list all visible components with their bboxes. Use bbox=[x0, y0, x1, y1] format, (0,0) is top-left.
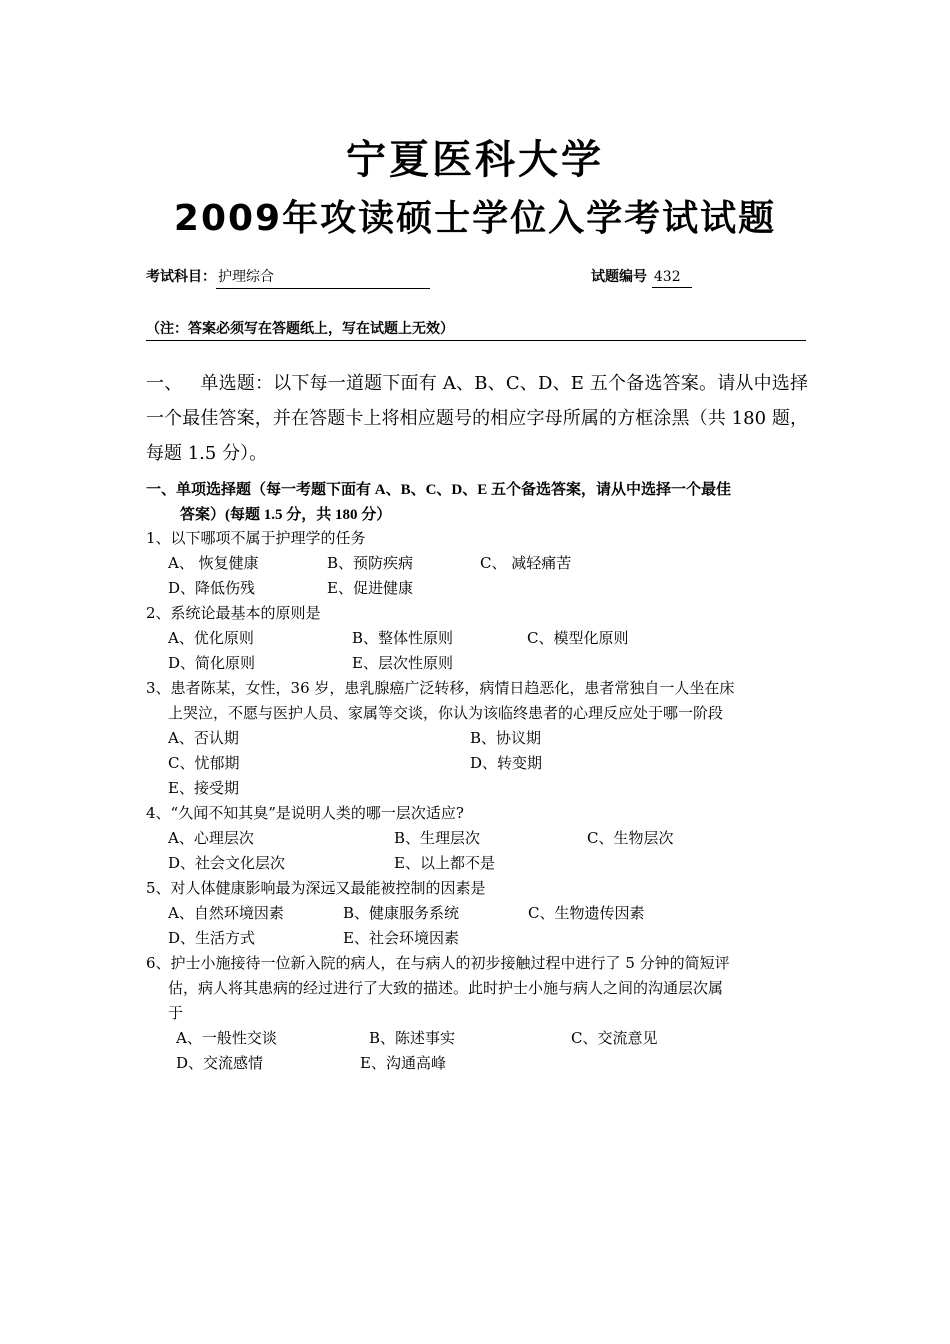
question-stem-line1: 3、患者陈某，女性，36 岁，患乳腺癌广泛转移，病情日趋恶化，患者常独自一人坐在床 bbox=[146, 679, 735, 697]
option-d: D、生活方式 bbox=[168, 929, 256, 947]
question-6 bbox=[146, 951, 806, 1026]
question-2 bbox=[146, 601, 806, 626]
option-b: B、陈述事实 bbox=[369, 1029, 456, 1047]
option-e: E、接受期 bbox=[168, 779, 239, 797]
option-b: B、健康服务系统 bbox=[343, 904, 460, 922]
question-stem: 1、以下哪项不属于护理学的任务 bbox=[146, 529, 366, 547]
option-e: E、促进健康 bbox=[327, 579, 413, 597]
option-a: A、自然环境因素 bbox=[168, 904, 284, 922]
question-5 bbox=[146, 876, 806, 901]
question-stem-line2: 估，病人将其患病的经过进行了大致的描述。此时护士小施与病人之间的沟通层次属 bbox=[168, 979, 724, 997]
option-b: B、预防疾病 bbox=[327, 554, 414, 572]
option-c: C、交流意见 bbox=[571, 1029, 658, 1047]
question-stem-line2: 上哭泣，不愿与医护人员、家属等交谈，你认为该临终患者的心理反应处于哪一阶段 bbox=[168, 704, 724, 722]
subject-value: 护理综合 bbox=[216, 266, 430, 289]
university-title: 宁夏医科大学 bbox=[346, 137, 604, 183]
option-a: A、否认期 bbox=[168, 729, 239, 747]
option-e: E、社会环境因素 bbox=[343, 929, 459, 947]
option-d: D、简化原则 bbox=[168, 654, 256, 672]
option-c: C、忧郁期 bbox=[168, 754, 240, 772]
option-d: D、转变期 bbox=[470, 754, 543, 772]
option-d: D、交流感情 bbox=[176, 1054, 264, 1072]
option-c: C、生物遗传因素 bbox=[528, 904, 645, 922]
exam-note: （注：答案必须写在答题纸上，写在试题上无效） bbox=[146, 318, 806, 341]
question-stem: 4、“久闻不知其臭”是说明人类的哪一层次适应? bbox=[146, 804, 464, 822]
option-e: E、以上都不是 bbox=[394, 854, 495, 872]
code-value: 432 bbox=[652, 269, 692, 288]
question-4 bbox=[146, 801, 806, 826]
option-b: B、协议期 bbox=[470, 729, 542, 747]
option-e: E、层次性原则 bbox=[352, 654, 453, 672]
option-c: C、生物层次 bbox=[587, 829, 674, 847]
section1-lead: 一、 bbox=[146, 373, 183, 394]
option-b: B、生理层次 bbox=[394, 829, 481, 847]
code-label: 试题编号 bbox=[591, 269, 647, 285]
option-d: D、降低伤残 bbox=[168, 579, 256, 597]
option-a: A、心理层次 bbox=[168, 829, 254, 847]
section1-text: 单选题：以下每一道题下面有 A、B、C、D、E 五个备选答案。请从中选择一个最佳答案，并在答题卡上将相应题号的相应字母所属的方框涂黑（共 180 题，每题 1.5 分）。 bbox=[146, 373, 808, 464]
section2-line2: 答案）(每题 1.5 分，共 180 分） bbox=[180, 507, 392, 523]
option-a: A、一般性交谈 bbox=[176, 1029, 277, 1047]
option-b: B、整体性原则 bbox=[352, 629, 454, 647]
exam-title: 2009年攻读硕士学位入学考试试题 bbox=[173, 198, 777, 239]
subject-label: 考试科目： bbox=[146, 269, 216, 285]
question-stem: 2、系统论最基本的原则是 bbox=[146, 604, 321, 622]
question-stem-line1: 6、护士小施接待一位新入院的病人，在与病人的初步接触过程中进行了 5 分钟的简短评 bbox=[146, 954, 730, 972]
option-c: C、 减轻痛苦 bbox=[480, 554, 572, 572]
option-e: E、沟通高峰 bbox=[360, 1054, 446, 1072]
section2-instructions bbox=[146, 478, 808, 528]
subject-row bbox=[146, 266, 430, 289]
question-stem: 5、对人体健康影响最为深远又最能被控制的因素是 bbox=[146, 879, 486, 897]
option-d: D、社会文化层次 bbox=[168, 854, 286, 872]
question-stem-line3: 于 bbox=[168, 1004, 184, 1022]
question-1 bbox=[146, 526, 806, 551]
code-row bbox=[591, 266, 692, 288]
option-a: A、优化原则 bbox=[168, 629, 254, 647]
option-a: A、 恢复健康 bbox=[168, 554, 259, 572]
section1-instructions bbox=[146, 366, 808, 471]
option-c: C、模型化原则 bbox=[527, 629, 629, 647]
section2-line1: 一、单项选择题（每一考题下面有 A、B、C、D、E 五个备选答案，请从中选择一个最佳 bbox=[146, 482, 732, 498]
question-3 bbox=[146, 676, 806, 726]
